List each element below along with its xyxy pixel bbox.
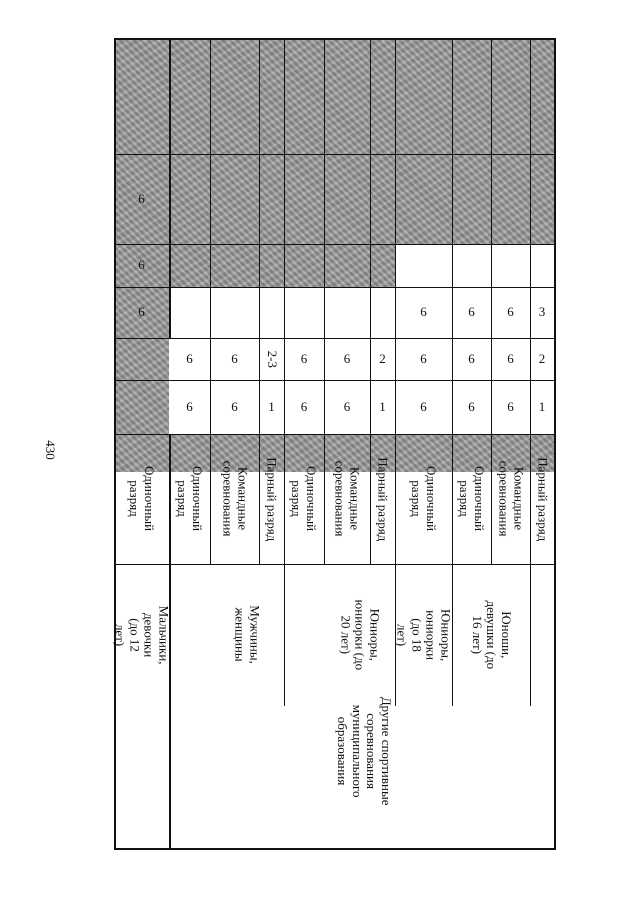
disc-5-wrap: [284, 434, 324, 564]
val-r10-v4: 6: [491, 287, 530, 338]
group-3-wrap: [324, 564, 395, 706]
shade-row1-b: [114, 338, 169, 380]
val-r9-v3: 6: [452, 338, 491, 380]
val-r1-v4: 6: [138, 304, 145, 320]
group-label-5: Юноши, девушки (до 16 лет): [469, 600, 514, 670]
val-r6-v3: 6: [324, 338, 370, 380]
group-label-1: Мальчики, девочки (до 12 лет): [112, 605, 172, 665]
val-r11-v3: 2: [530, 338, 554, 380]
val-r1-v5: 6: [138, 257, 145, 273]
vline-2b: [210, 287, 211, 434]
group-label-4: Юниоры, юниорки (до 18 лет): [394, 608, 454, 662]
discipline-2: Одиночный разряд: [175, 466, 206, 532]
val-r8-v4: 6: [395, 287, 452, 338]
page-number: 430: [43, 440, 58, 460]
discipline-7: Парный разряд: [375, 456, 391, 542]
vline-4b: [284, 287, 285, 434]
vline-3b: [259, 287, 260, 434]
discipline-3: Командные соревнования: [220, 461, 251, 537]
border-right: [554, 38, 556, 850]
vline-9b: [491, 287, 492, 434]
val-r5-v2: 6: [284, 380, 324, 434]
hline-1: [114, 154, 556, 155]
disc-10-wrap: [491, 434, 530, 564]
shade-right-mid: [169, 154, 556, 244]
val-r3-v3: 6: [210, 338, 259, 380]
val-r2-v3: 6: [169, 338, 210, 380]
hline-2: [114, 244, 556, 245]
vline-10b: [530, 287, 531, 434]
disc-1-wrap: [114, 434, 169, 564]
vline-5b: [324, 287, 325, 434]
group-label-2: Мужчины, женщины: [233, 605, 263, 665]
shade-right-lower: [169, 244, 395, 287]
val-r11-v4: 3: [530, 287, 554, 338]
group-4-wrap: [395, 564, 452, 706]
disc-9-wrap: [452, 434, 491, 564]
group-2-wrap: [210, 564, 284, 706]
discipline-11: Парный разряд: [535, 456, 551, 542]
group-1-wrap: [112, 564, 172, 706]
discipline-1: Одиночный разряд: [127, 466, 158, 532]
val-r10-v3: 6: [491, 338, 530, 380]
hline-3b: [114, 287, 556, 288]
val-r4-v3: 2-3: [264, 350, 280, 368]
val-r4-v3-wrap: [259, 338, 284, 380]
val-r7-v2: 1: [370, 380, 395, 434]
hline-4b: [114, 338, 556, 339]
hline-6b: [114, 434, 556, 435]
disc-3-wrap: [210, 434, 259, 564]
shade-right-top: [169, 38, 556, 154]
val-r3-v2: 6: [210, 380, 259, 434]
group-label-3: Юниоры, юниорки (до 20 лет): [338, 599, 383, 671]
event-label: Другие спортивные соревнования муниципального образования: [335, 696, 395, 806]
group-5-wrap: [452, 564, 530, 706]
disc-11-wrap: [530, 434, 554, 564]
vline-6b: [370, 287, 371, 434]
val-r7-v3: 2: [370, 338, 395, 380]
discipline-4: Парный разряд: [264, 456, 280, 542]
val-r5-v3: 6: [284, 338, 324, 380]
disc-6-wrap: [324, 434, 370, 564]
discipline-9: Одиночный разряд: [457, 466, 488, 532]
val-r4-v2: 1: [259, 380, 284, 434]
hline-5b: [114, 380, 556, 381]
rotated-table: [114, 38, 556, 850]
val-r9-v2: 6: [452, 380, 491, 434]
discipline-5: Одиночный разряд: [290, 466, 320, 532]
disc-2-wrap: [169, 434, 210, 564]
val-r6-v2: 6: [324, 380, 370, 434]
vline-7b: [395, 287, 396, 434]
val-r8-v3: 6: [395, 338, 452, 380]
disc-8-wrap: [395, 434, 452, 564]
val-r9-v4: 6: [452, 287, 491, 338]
val-r10-v2: 6: [491, 380, 530, 434]
discipline-10: Командные соревнования: [496, 461, 527, 537]
discipline-8: Одиночный разряд: [409, 466, 440, 532]
val-r1-v6: 6: [138, 190, 145, 206]
disc-4-wrap: [259, 434, 284, 564]
border-bottom: [114, 848, 556, 850]
val-r2-v2: 6: [169, 380, 210, 434]
disc-7-wrap: [370, 434, 395, 564]
vline-8b: [452, 287, 453, 434]
discipline-6: Командные соревнования: [333, 461, 363, 537]
val-r11-v2: 1: [530, 380, 554, 434]
val-r8-v2: 6: [395, 380, 452, 434]
border-top: [114, 38, 556, 40]
